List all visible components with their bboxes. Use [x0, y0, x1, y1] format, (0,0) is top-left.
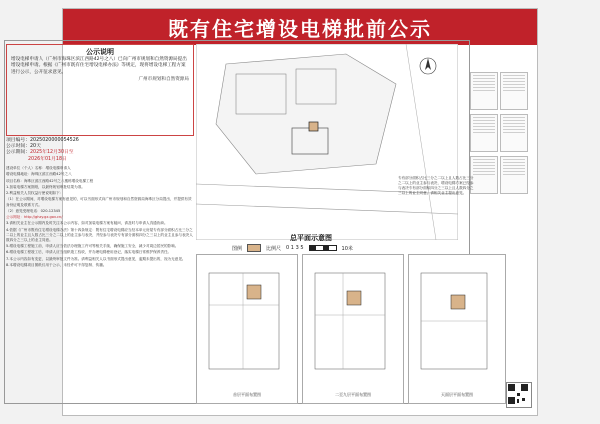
- address-label: 增设电梯地址：: [6, 172, 32, 177]
- period-days: 公示时间：20天: [6, 144, 41, 150]
- project-no: 2025020000054526: [30, 138, 79, 143]
- document-thumbnail[interactable]: [470, 156, 498, 194]
- detail-text: [6, 166, 194, 402]
- para-8: 5.增设电梯工程施工前，申请人应当依法办理施工许可等相关手续，确保施工安全，减少对周边居民的影响。: [6, 244, 179, 249]
- drawing-label-2: 二至九层平面布置图: [335, 392, 371, 397]
- attachment-thumbnails: [470, 72, 528, 232]
- notice-heading: 公示说明: [86, 48, 114, 56]
- legend-label: 图例: [232, 245, 243, 252]
- period-start: 2025年12月30日至: [30, 150, 74, 156]
- scale-values: 0 1 3 5: [286, 245, 304, 251]
- project-name: 海珠区滨江西路42号之八楼栋增设电梯工程: [23, 178, 94, 183]
- plan-legend: [232, 244, 353, 252]
- document-thumbnail[interactable]: [500, 156, 528, 194]
- notice-box: [6, 44, 194, 136]
- applicant: 增设电梯申请人: [45, 166, 71, 170]
- scale-unit: 10米: [341, 245, 353, 252]
- legend-swatch: [247, 244, 261, 252]
- para-11: 8.本增设电梯项目图纸仅用于公示，未经许可不得复制、传播。: [6, 262, 107, 267]
- period-start-label: 公示期间：: [6, 150, 30, 156]
- document-thumbnail[interactable]: [470, 114, 498, 152]
- floor-plan-drawing: [302, 254, 404, 404]
- floor-plan-drawing: [408, 254, 506, 404]
- meta-block: [6, 138, 194, 163]
- qr-code-icon[interactable]: [506, 382, 532, 408]
- plan-title: 总平面示意图: [290, 234, 332, 242]
- para-2: 2.利益相关人员权益行使说明如下：: [6, 191, 64, 196]
- elevator-footprint: [309, 122, 318, 131]
- page-title: 既有住宅增设电梯批前公示: [63, 9, 537, 45]
- para-6: 3.请相关业主在公示期内及时关注本公示内容，如对加装电梯方案有疑问，请及时与申请人沟通协商。: [6, 221, 168, 226]
- scale-bar: [309, 245, 337, 251]
- para-10: 7.本公示内容如有变更，以最终审批文件为准。请利益相关人以书面形式提出意见，逾期未提出的，视为无意见。: [6, 256, 186, 261]
- period-end: 2026年01月18日: [28, 156, 67, 162]
- para-1: 1.加装电梯方案图纸，以最终规划审批结果为准。: [6, 184, 85, 189]
- para-4: （2）意见受理电话：: [6, 208, 41, 213]
- project-no-label: 项目编号：: [6, 138, 30, 143]
- floor-plan-drawing: [196, 254, 298, 404]
- applicant-label: 建设单位（个人）名称：: [6, 166, 46, 170]
- document-thumbnail[interactable]: [500, 72, 528, 110]
- address: 海珠区滨江西路42号之八: [31, 172, 72, 177]
- para-5[interactable]: 公示网址：http://ghzy.gz.gov.cn/: [6, 215, 63, 220]
- document-thumbnail[interactable]: [470, 72, 498, 110]
- scale-label: 比例尺: [266, 245, 282, 252]
- para-3: （1）在公示期间，对增设电梯方案有意见的，可以书面形式向广州市规划和自然资源局海珠区分局提出，并提供有效身份证明及联系方式。: [6, 197, 192, 207]
- project-label: 项目名称：: [6, 178, 24, 183]
- drawing-label-3: 天面层平面布置图: [441, 392, 473, 397]
- document-thumbnail[interactable]: [500, 114, 528, 152]
- notice-org: 广州市规划和自然资源局: [138, 77, 189, 83]
- drawing-label-1: 首层平面布置图: [233, 392, 261, 397]
- site-plan: [196, 44, 458, 240]
- para-7: 4.依据《广州市既有住宅增设电梯办法》第十四条规定：既有住宅增设电梯应当经本单元房屋专有部分面积占比三分之二以上的业主且人数占比三分之二以上的业主参与表决，并经参与表决专有部分面积四分之三以上的业主且参与表决人数四分之三以上的业主同意。: [6, 227, 193, 242]
- right-note: 专有部分面积占比三分之二以上且人数占比三分之二以上的业主参与表决，增设电梯方案已经参与表决专有部分面积四分之三以上且人数四分之三以上的业主同意。请相关业主提出意见。: [398, 176, 474, 195]
- hotline: 020-12345: [40, 208, 61, 213]
- para-9: 6.增设电梯工程竣工后，申请人应当组织竣工验收，并办理电梯使用登记，落实电梯日常维护保养责任。: [6, 250, 172, 255]
- notice-body: 增设电梯申请人（广州市海珠区滨江西路42号之八）已向广州市规划和自然资源局提出增设电梯申请。根据《广州市既有住宅增设电梯办法》等规定，现将增设电梯工程方案进行公示，公开征求意见。: [11, 57, 187, 75]
